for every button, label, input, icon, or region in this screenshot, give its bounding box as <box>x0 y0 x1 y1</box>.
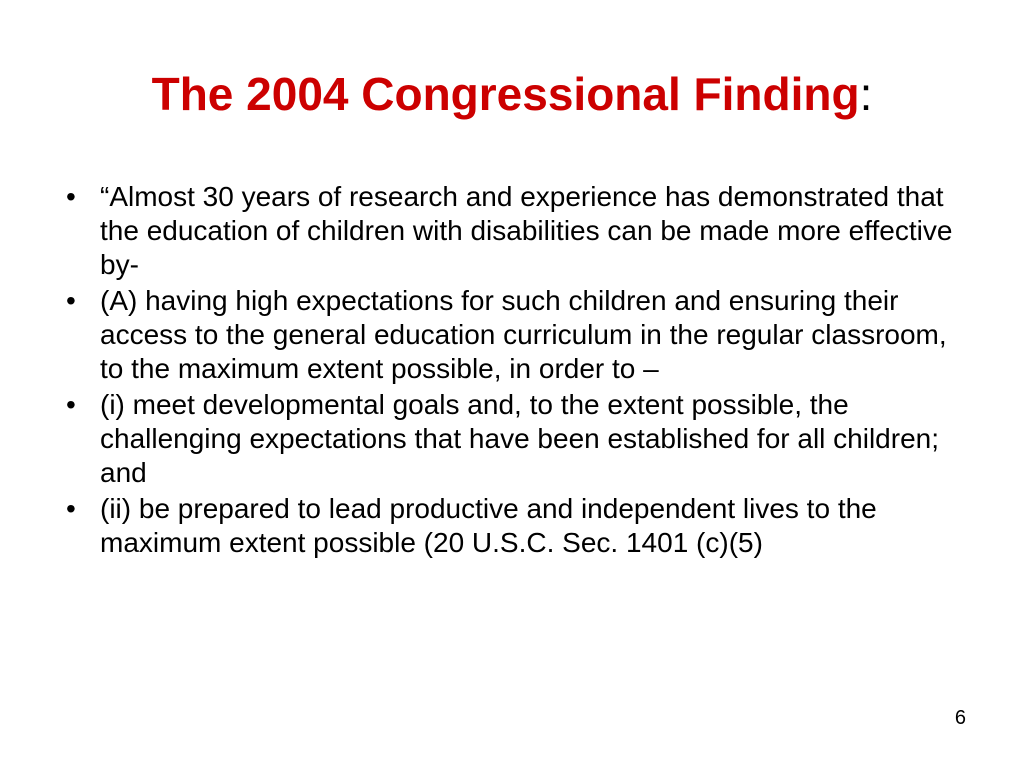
bullet-item <box>66 284 976 386</box>
slide-title <box>0 62 1024 126</box>
bullet-marker: • <box>66 181 76 212</box>
bullet-text: (ii) be prepared to lead productive and independent lives to the maximum extent possible (20 U.S.C. Sec. 1401 (c)(5) <box>100 493 877 558</box>
slide-title-colon: : <box>859 68 873 120</box>
page-number: 6 <box>954 707 966 729</box>
bullet-item <box>66 388 976 490</box>
slide-title-text: The 2004 Congressional Finding <box>151 68 860 120</box>
bullet-text: (i) meet developmental goals and, to the extent possible, the challenging expectations that have been established for all children; and <box>100 389 940 488</box>
bullet-text: “Almost 30 years of research and experience has demonstrated that the education of children with disabilities can be made more effective by- <box>100 181 953 280</box>
bullet-text: (A) having high expectations for such children and ensuring their access to the general education curriculum in the regular classroom, to the maximum extent possible, in order to – <box>100 285 947 384</box>
bullet-marker: • <box>66 285 76 316</box>
bullet-item <box>66 180 976 282</box>
bullet-marker: • <box>66 493 76 524</box>
bullet-list <box>66 180 976 562</box>
bullet-item <box>66 492 976 560</box>
bullet-marker: • <box>66 389 76 420</box>
